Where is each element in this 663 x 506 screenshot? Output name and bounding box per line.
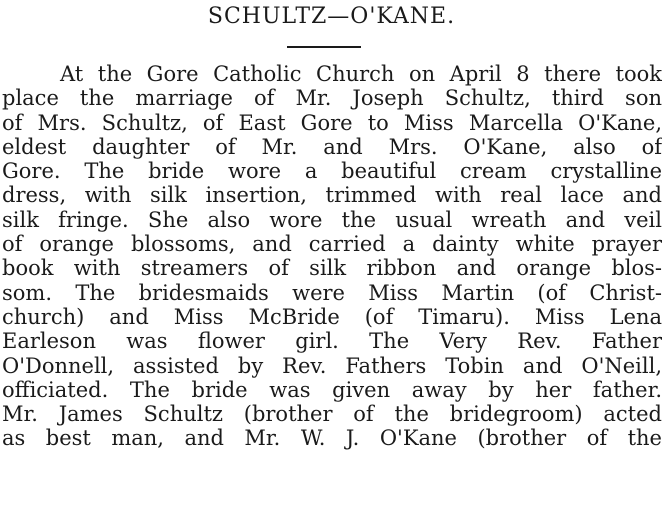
article-line: eldest daughter of Mr. and Mrs. O'Kane, also of — [2, 134, 662, 159]
article-line: Gore. The bride wore a beautiful cream crystalline — [2, 159, 662, 184]
article-line: Mr. James Schultz (brother of the bridegroom) acted — [2, 402, 662, 427]
article-body — [2, 62, 662, 451]
article-line: som. The bridesmaids were Miss Martin (of Christ- — [2, 280, 662, 305]
article-line: dress, with silk insertion, trimmed with real lace and — [2, 183, 662, 208]
article-line: of orange blossoms, and carried a dainty white prayer — [2, 232, 662, 257]
article-line: officiated. The bride was given away by her father. — [2, 377, 662, 402]
article-line: silk fringe. She also wore the usual wreath and veil — [2, 207, 662, 232]
article-line: O'Donnell, assisted by Rev. Fathers Tobin and O'Neill, — [2, 353, 662, 378]
article-line: Earleson was flower girl. The Very Rev. Father — [2, 329, 662, 354]
article-line: place the marriage of Mr. Joseph Schultz, third son — [2, 86, 662, 111]
article-line: of Mrs. Schultz, of East Gore to Miss Marcella O'Kane, — [2, 110, 662, 135]
article-line: church) and Miss McBride (of Timaru). Miss Lena — [2, 304, 662, 329]
headline-divider — [287, 46, 361, 48]
article-line: book with streamers of silk ribbon and orange blos- — [2, 256, 662, 281]
article-line: as best man, and Mr. W. J. O'Kane (brother of the — [2, 426, 662, 451]
article-line: At the Gore Catholic Church on April 8 there took — [60, 62, 662, 86]
article-headline: SCHULTZ—O'KANE. — [207, 4, 456, 29]
